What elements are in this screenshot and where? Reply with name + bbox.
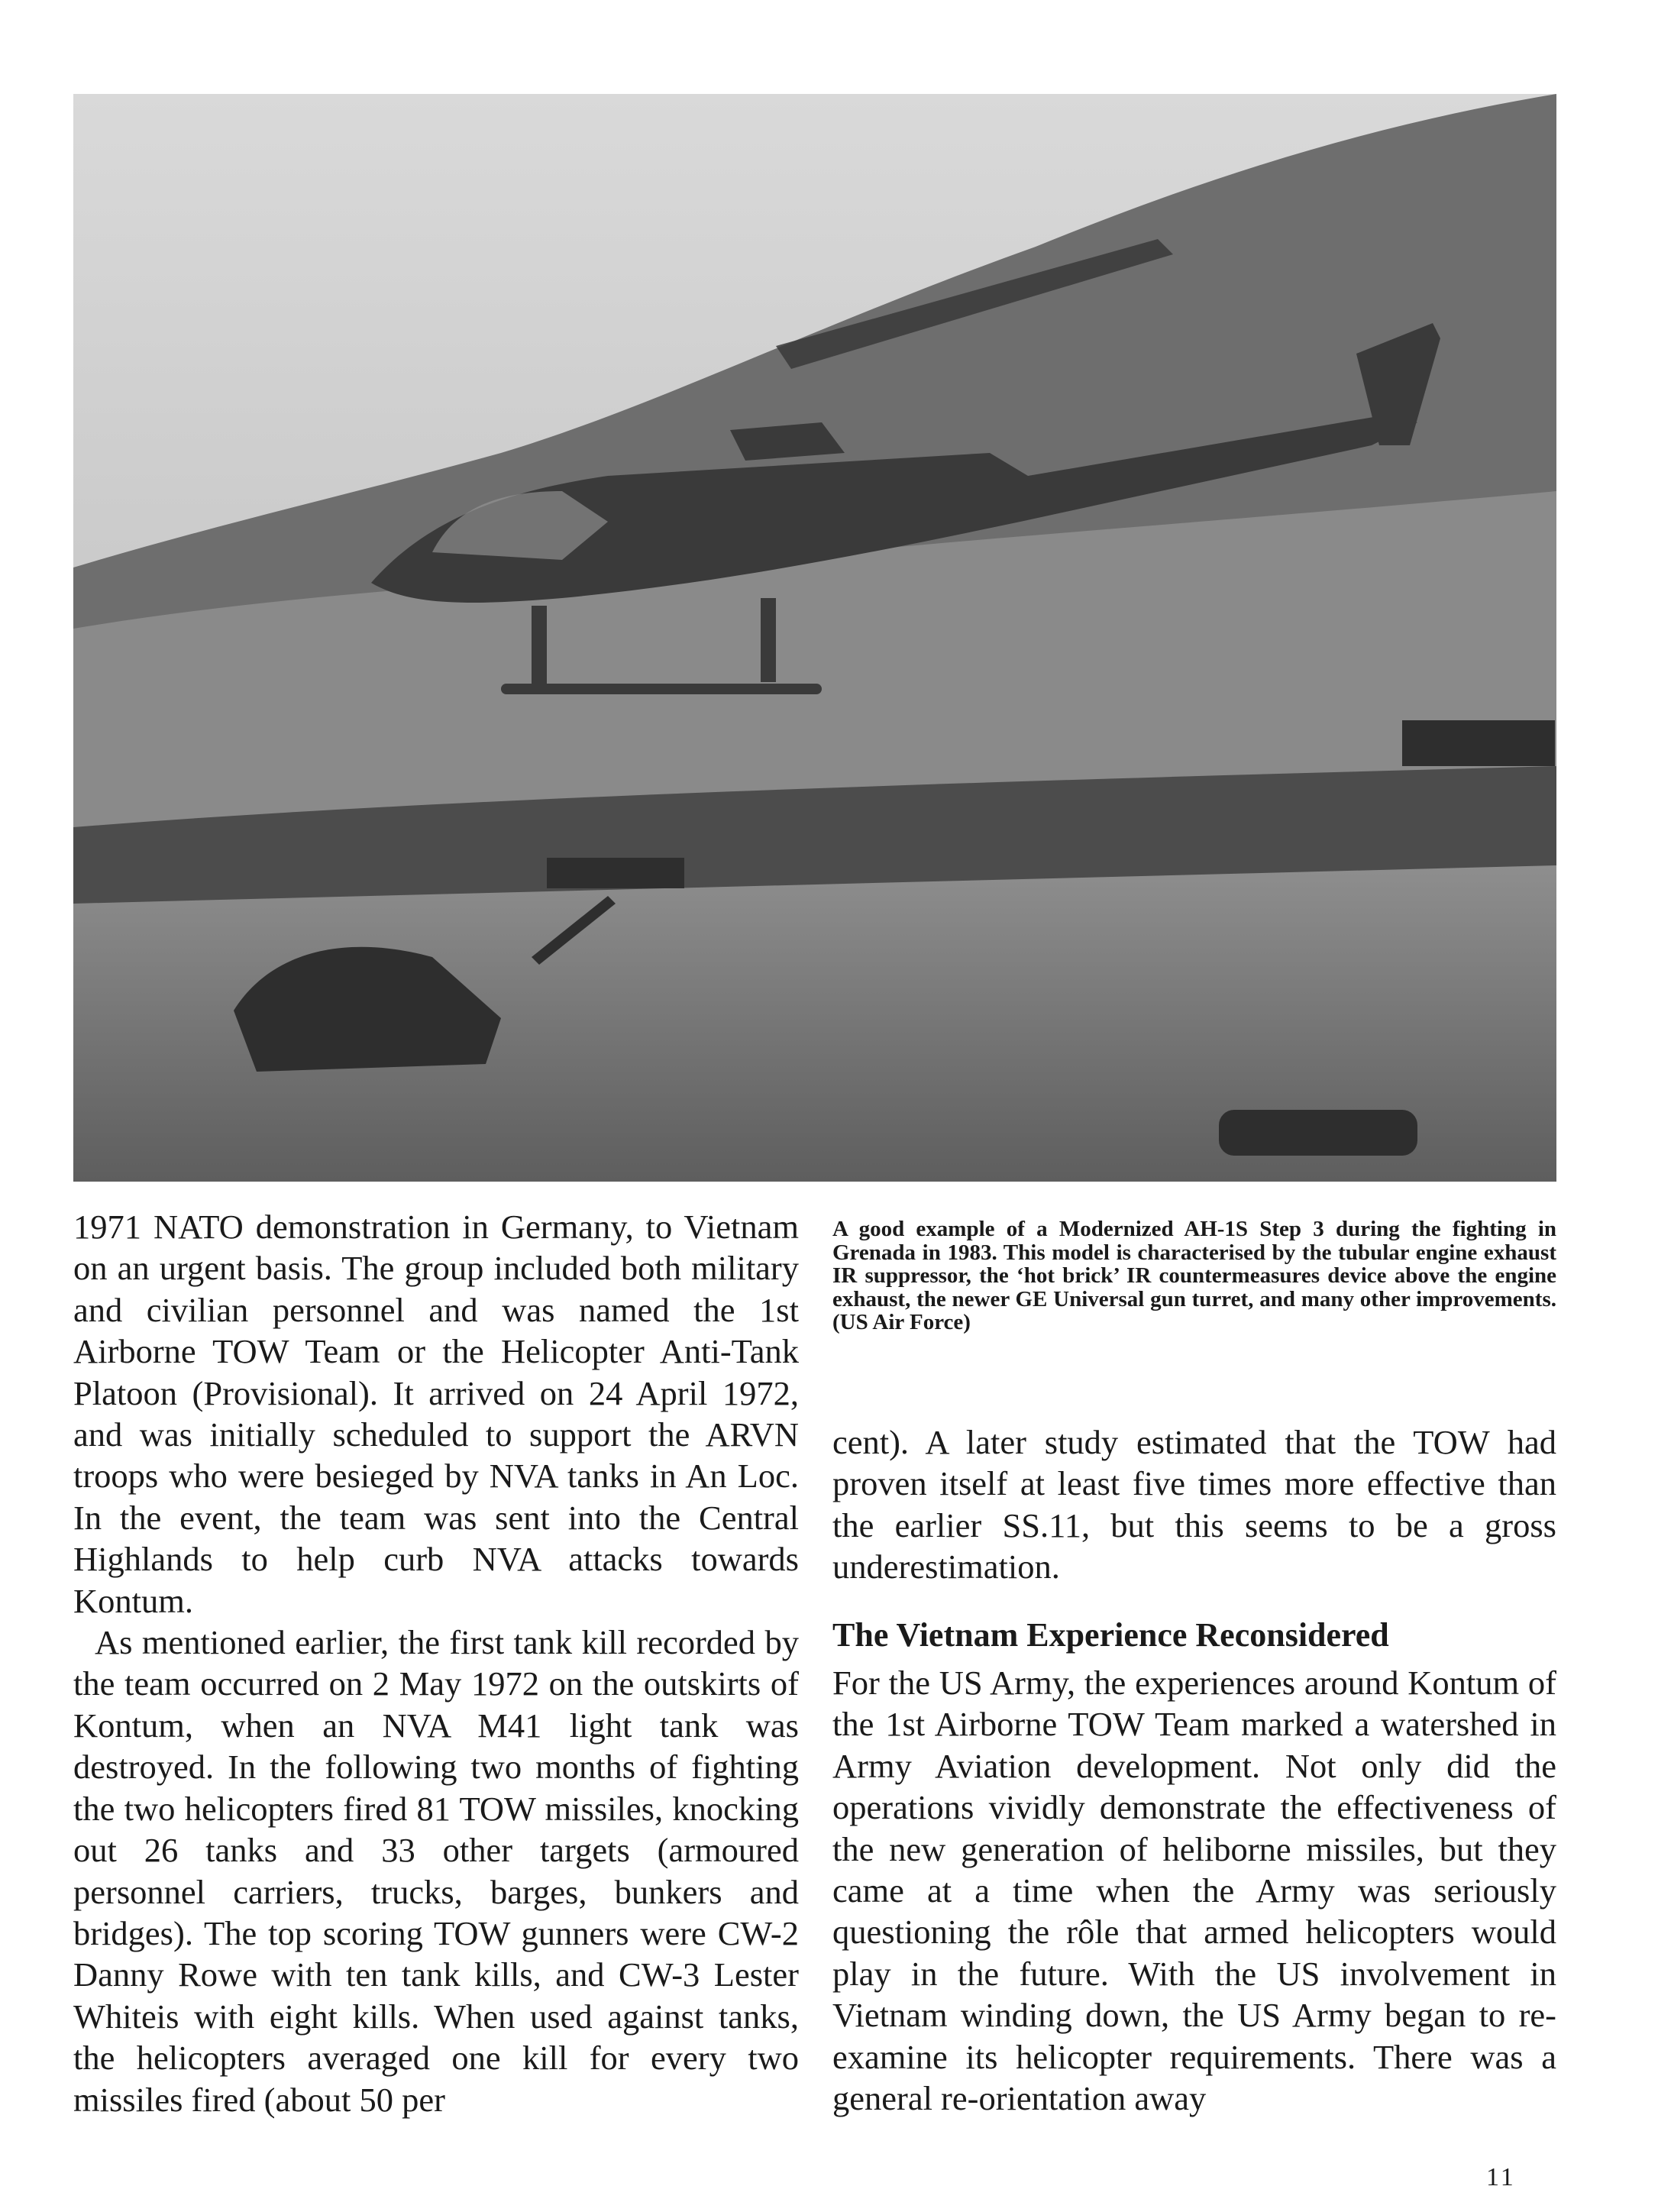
photo-caption: A good example of a Modernized AH-1S Step 3 during the fighting in Grenada in 1983. This model is characterised by the tubular engine exhaust IR suppressor, the ‘hot brick’ IR countermeasures device above the engine exhaust, the newer GE Universal gun turret, and many other improvements. (US Air Force) — [832, 1217, 1556, 1334]
left-column — [73, 1206, 799, 2120]
right-column-continuation — [832, 1421, 1556, 1588]
paragraph-2: As mentioned earlier, the first tank kill recorded by the team occurred on 2 May 1972 on the outskirts of Kontum, when an NVA M41 light tank was destroyed. In the following two months of fighting the two helicopters fired 81 TOW missiles, knocking out 26 tanks and 33 other targets (armoured personnel carriers, trucks, barges, bunkers and bridges). The top scoring TOW gunners were CW-2 Danny Rowe with ten tank kills, and CW-3 Lester Whiteis with eight kills. When used against tanks, the helicopters averaged one kill for every two missiles fired (about 50 per — [73, 1623, 799, 2119]
section-heading: The Vietnam Experience Reconsidered — [832, 1616, 1389, 1654]
helicopter-photo — [73, 94, 1556, 1182]
paragraph-1: 1971 NATO demonstration in Germany, to Vietnam on an urgent basis. The group included both military and civilian personnel and was named the 1st Airborne TOW Team or the Helicopter Anti-Tank Platoon (Provisional). It arrived on 24 April 1972, and was initially scheduled to support the ARVN troops who were besieged by NVA tanks in An Loc. In the event, the team was sent into the Central Highlands to help curb NVA attacks towards Kontum. — [73, 1208, 799, 1620]
paragraph-3: For the US Army, the experiences around Kontum of the 1st Airborne TOW Team marked a watershed in Army Aviation development. Not only did the operations vividly demonstrate the effectiveness of the new generation of heliborne missiles, but they came at a time when the Army was seriously questioning the rôle that armed helicopters would play in the future. With the US involvement in Vietnam winding down, the US Army began to re-examine its helicopter requirements. There was a general re-orientation away — [832, 1664, 1556, 2118]
right-column — [832, 1662, 1556, 2119]
page-number: 11 — [1486, 2163, 1516, 2191]
paragraph-continuation: cent). A later study estimated that the TOW had proven itself at least five times more effective than the earlier SS.11, but this seems to be a gross underestimation. — [832, 1423, 1556, 1586]
